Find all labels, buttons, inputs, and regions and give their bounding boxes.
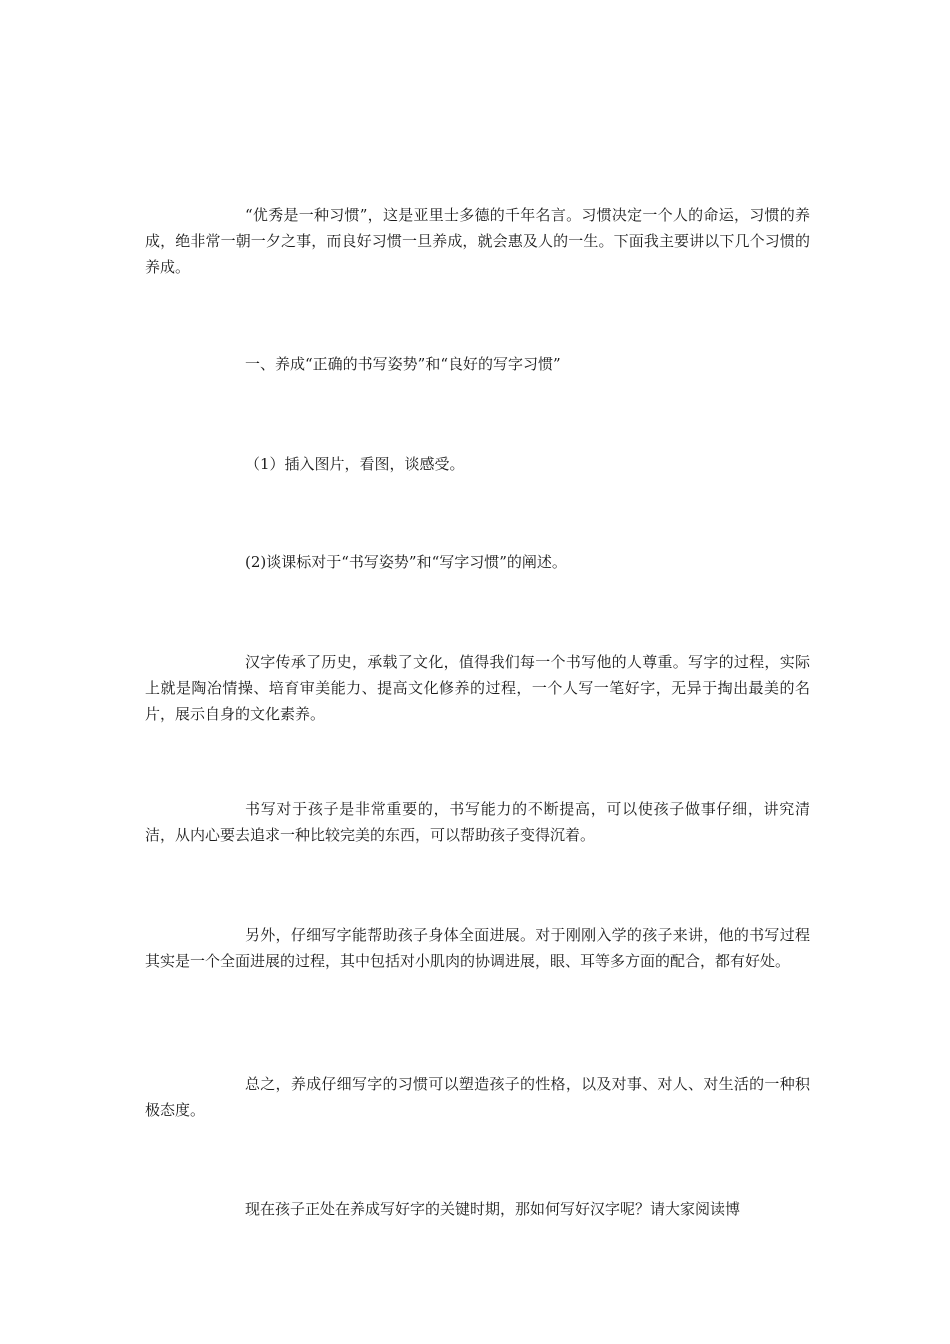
list-item-2: (2)谈课标对于“书写姿势”和“写字习惯”的阐述。 (245, 553, 567, 571)
intro-paragraph: “优秀是一种习惯”，这是亚里士多德的千年名言。习惯决定一个人的命运，习惯的养成，绝非常一朝一夕之事，而良好习惯一旦养成，就会惠及人的一生。下面我主要讲以下几个习惯的养成。 (145, 206, 810, 276)
hanzi-paragraph: 汉字传承了历史，承载了文化，值得我们每一个书写他的人尊重。写字的过程，实际上就是陶冶情操、培育审美能力、提高文化修养的过程，一个人写一笔好字，无异于掏出最美的名片，展示自身的文化素养。 (145, 653, 810, 723)
section-heading: 一、养成“正确的书写姿势”和“良好的写字习惯” (245, 355, 561, 373)
closing-paragraph: 现在孩子正处在养成写好字的关键时期，那如何写好汉字呢？请大家阅读博 (245, 1200, 741, 1218)
importance-paragraph: 书写对于孩子是非常重要的，书写能力的不断提高，可以使孩子做事仔细，讲究清洁，从内心要去追求一种比较完美的东西，可以帮助孩子变得沉着。 (145, 800, 810, 844)
development-paragraph: 另外，仔细写字能帮助孩子身体全面进展。对于刚刚入学的孩子来讲，他的书写过程其实是一个全面进展的过程，其中包括对小肌肉的协调进展，眼、耳等多方面的配合，都有好处。 (145, 926, 810, 970)
summary-paragraph: 总之，养成仔细写字的习惯可以塑造孩子的性格，以及对事、对人、对生活的一种积极态度。 (145, 1075, 810, 1119)
list-item-1: （1）插入图片，看图，谈感受。 (245, 455, 465, 473)
